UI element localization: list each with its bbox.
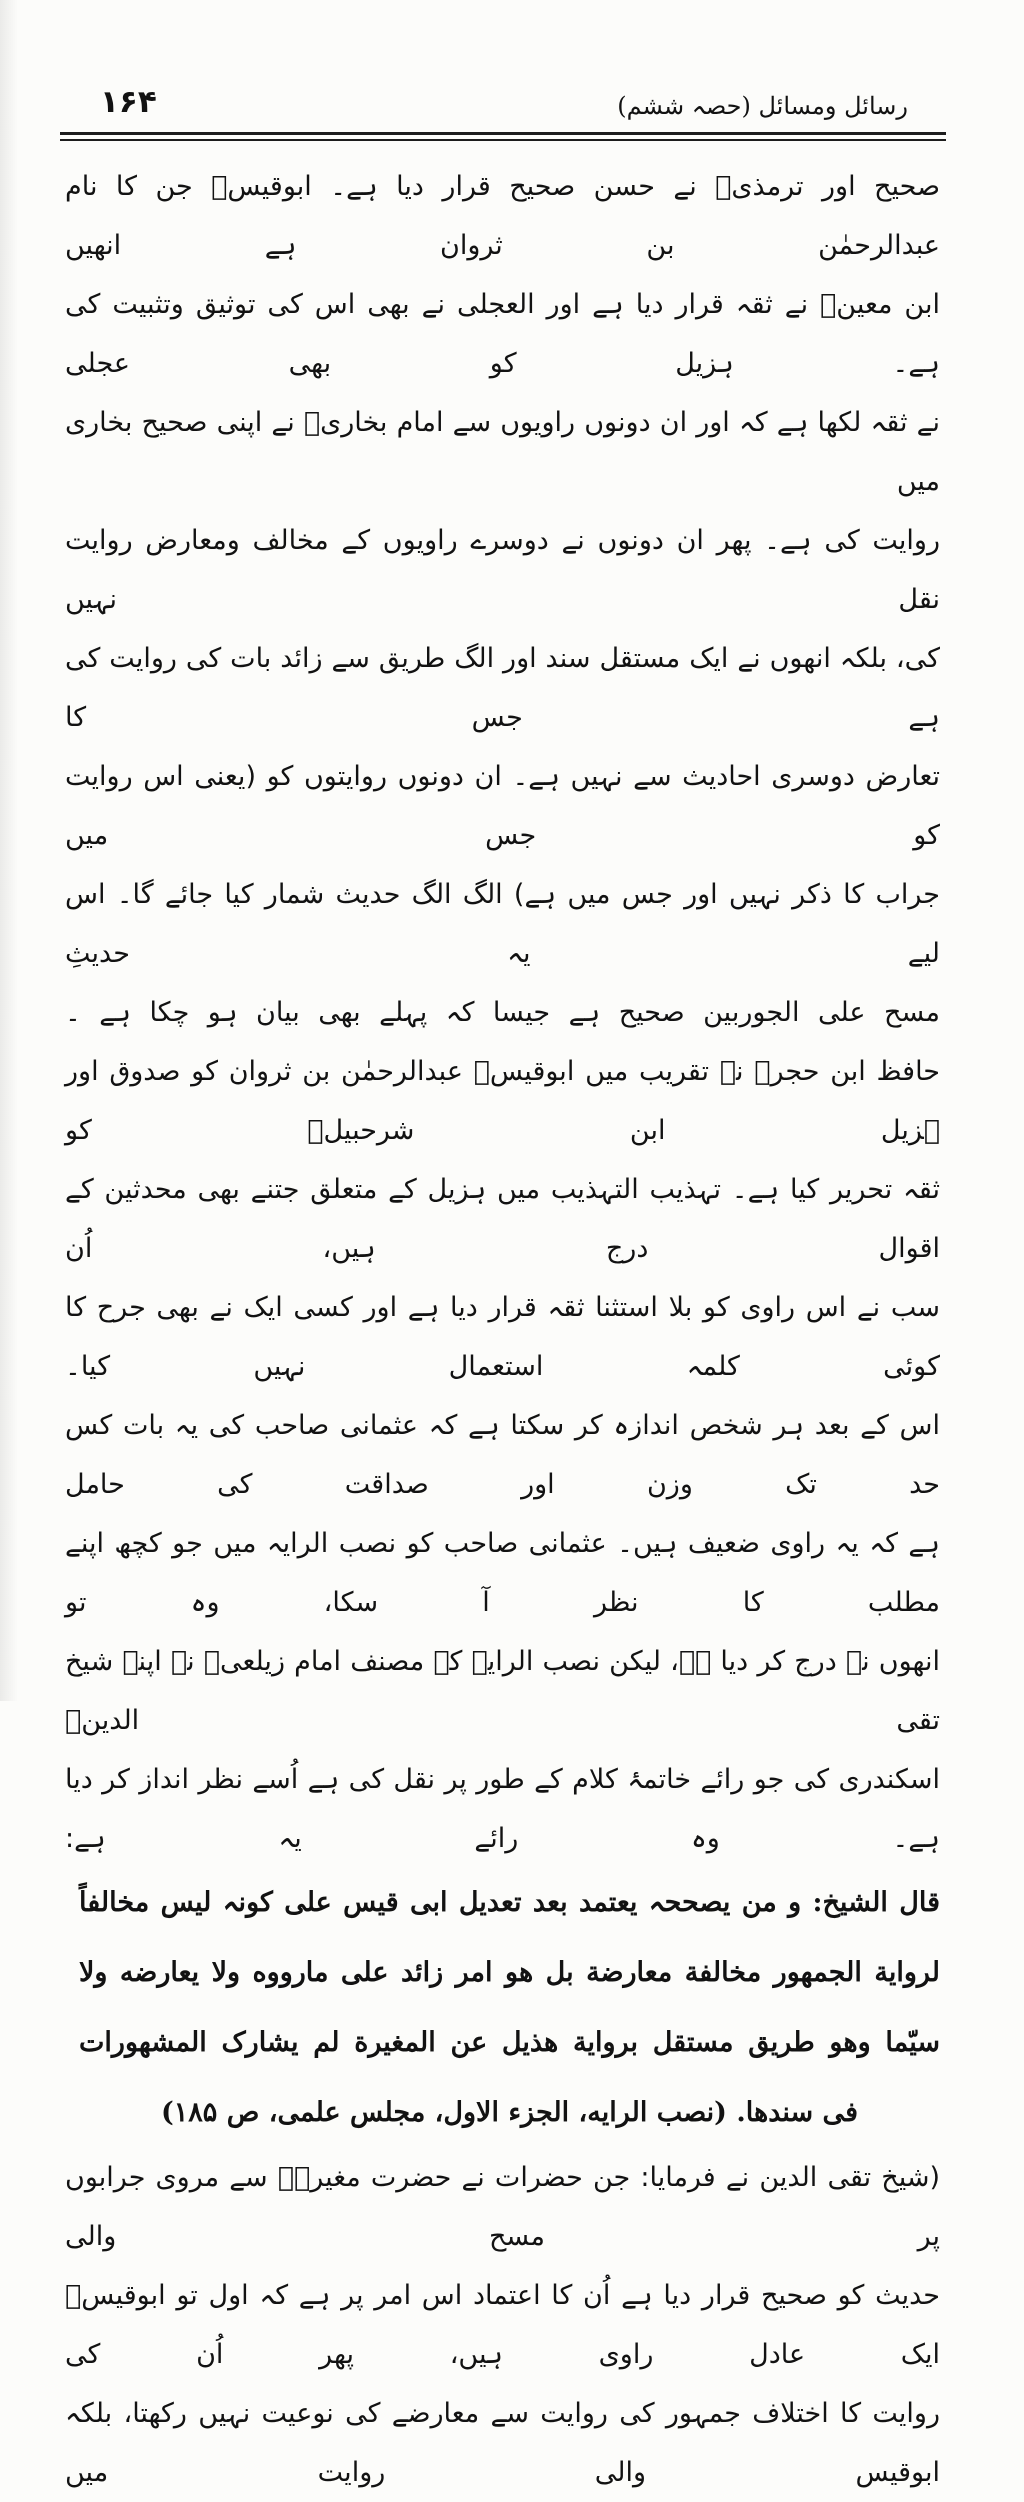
page-number: ۱۶۴ xyxy=(100,84,157,120)
page-body xyxy=(0,141,1024,2502)
text-line: حدیث کو صحیح قرار دیا ہے اُن کا اعتماد اس امر پر ہے کہ اول تو ابوقیسؒ ایک عادل راوی ہیں، پھر اُن کی xyxy=(65,2280,940,2370)
text-line: جراب کا ذکر نہیں اور جس میں ہے) الگ الگ حدیث شمار کیا جائے گا۔ اس لیے یہ حدیثِ xyxy=(65,879,940,969)
arabic-quote-line: لروایة الجمهور مخالفة معارضة بل هو امر زائد علی مارووه ولا یعارضه ولا xyxy=(79,1957,940,1988)
text-line: انھوں نے درج کر دیا ہے، لیکن نصب الرایہ کے مصنف امام زیلعیؒ نے اپنے شیخ تقی الدینؒ xyxy=(65,1646,940,1736)
text-line: روایت کا اختلاف جمہور کی روایت سے معارضے کی نوعیت نہیں رکھتا، بلکہ ابوقیس والی روایت میں xyxy=(65,2398,940,2488)
book-title: رسائل ومسائل (حصہ ششم) xyxy=(617,92,908,120)
text-line: اسکندری کی جو رائے خاتمۂ کلام کے طور پر نقل کی ہے اُسے نظر انداز کر دیا ہے۔ وہ رائے یہ ہے: xyxy=(65,1764,940,1854)
text-line: ابن معینؒ نے ثقہ قرار دیا ہے اور العجلی نے بھی اس کی توثیق وتثبیت کی ہے۔ ہزیل کو بھی عجلی xyxy=(65,289,940,379)
arabic-quote-line: قال الشیخ: و من یصححہ یعتمد بعد تعدیل ابی قیس علی کونہ لیس مخالفاً xyxy=(79,1887,940,1918)
arabic-quote-citation: فی سندها. (نصب الرایه، الجزء الاول، مجلس علمی، ص ۱۸۵) xyxy=(161,2097,858,2128)
page-header xyxy=(0,64,1024,120)
text-line paragraph-end: مسح علی الجوربین صحیح ہے جیسا کہ پہلے بھی بیان ہو چکا ہے ۔ xyxy=(65,997,940,1028)
text-line: تعارض دوسری احادیث سے نہیں ہے۔ ان دونوں روایتوں کو (یعنی اس روایت کو جس میں xyxy=(65,761,940,851)
text-line: روایت کی ہے۔ پھر ان دونوں نے دوسرے راویوں کے مخالف ومعارض روایت نقل نہیں xyxy=(65,525,940,615)
text-line: نے ثقہ لکھا ہے کہ اور ان دونوں راویوں سے امام بخاریؒ نے اپنی صحیح بخاری میں xyxy=(65,407,940,497)
text-line: حافظ ابن حجرؒ نے تقریب میں ابوقیسؒ عبدالرحمٰن بن ثروان کو صدوق اور ہزیل ابن شرحبیلؒ کو xyxy=(65,1056,940,1146)
arabic-quote-line: سیّما وهو طریق مستقل بروایة هذیل عن المغیرة لم یشارک المشهورات xyxy=(79,2027,940,2058)
text-line: سب نے اس راوی کو بلا استثنا ثقہ قرار دیا ہے اور کسی ایک نے بھی جرح کا کوئی کلمہ استعمال نہیں کیا۔ xyxy=(65,1292,940,1382)
header-divider xyxy=(60,132,946,141)
text-line: صحیح اور ترمذیؒ نے حسن صحیح قرار دیا ہے۔ ابوقیسؒ جن کا نام عبدالرحمٰن بن ثروان ہے انھیں xyxy=(65,171,940,261)
text-line: ثقہ تحریر کیا ہے۔ تہذیب التہذیب میں ہزیل کے متعلق جتنے بھی محدثین کے اقوال درج ہیں، اُن xyxy=(65,1174,940,1264)
text-line: کی، بلکہ انھوں نے ایک مستقل سند اور الگ طریق سے زائد بات کی روایت کی ہے جس کا xyxy=(65,643,940,733)
text-line: (شیخ تقی الدین نے فرمایا: جن حضرات نے حضرت مغیرہؓ سے مروی جرابوں پر مسح والی xyxy=(65,2162,940,2252)
text-line: ہے کہ یہ راوی ضعیف ہیں۔ عثمانی صاحب کو نصب الرایہ میں جو کچھ اپنے مطلب کا نظر آ سکا، وہ تو xyxy=(65,1528,940,1618)
text-line: اس کے بعد ہر شخص اندازہ کر سکتا ہے کہ عثمانی صاحب کی یہ بات کس حد تک وزن اور صداقت کی حامل xyxy=(65,1410,940,1500)
